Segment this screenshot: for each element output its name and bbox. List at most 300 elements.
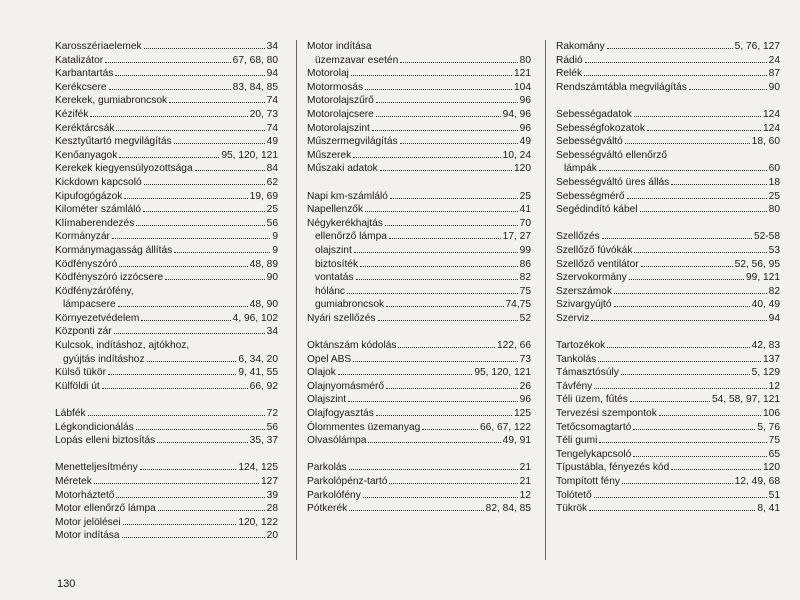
index-entry: [556, 203, 780, 217]
dot-leader: [598, 353, 761, 362]
dot-leader: [144, 176, 265, 185]
index-entry: [556, 393, 780, 407]
index-entry: [55, 203, 278, 217]
index-entry: [307, 258, 531, 272]
index-term: Sebességváltó: [556, 136, 623, 148]
dot-leader: [380, 162, 512, 171]
index-entry: [55, 190, 278, 204]
dot-leader: [689, 81, 767, 90]
index-entry: [307, 489, 531, 503]
index-entry: [55, 230, 278, 244]
index-term: Tengelykapcsoló: [556, 448, 632, 460]
index-term: vontatás: [315, 272, 354, 284]
dot-leader: [143, 203, 265, 212]
index-entry: [307, 312, 531, 326]
index-entry: [307, 461, 531, 475]
index-page-refs: 5, 129: [751, 367, 780, 379]
index-page-refs: 124: [763, 108, 780, 120]
index-page-refs: 96: [519, 122, 531, 134]
index-term: Szerszámok: [556, 285, 613, 297]
index-page-refs: 66, 92: [249, 380, 278, 392]
index-term: Karbantartás: [55, 68, 114, 80]
index-page-refs: 49: [266, 136, 278, 148]
dot-leader: [389, 230, 501, 239]
index-page-refs: 52: [519, 312, 531, 324]
index-term: biztosíték: [315, 258, 359, 270]
index-page-refs: 104: [514, 81, 531, 93]
index-entry: [307, 271, 531, 285]
index-page-refs: 25: [266, 204, 278, 216]
index-entry: [307, 393, 531, 407]
index-entry: [556, 312, 780, 326]
index-page-refs: 25: [768, 190, 780, 202]
index-page-refs: 9: [272, 231, 278, 243]
dot-leader: [634, 108, 761, 117]
index-term: Műszaki adatok: [307, 163, 378, 175]
index-entry: [55, 325, 278, 339]
dot-leader: [385, 217, 518, 226]
index-term: Napellenzők: [307, 204, 364, 216]
index-page-refs: 95, 120, 121: [221, 149, 278, 161]
index-term: Ködfényszóró: [55, 258, 118, 270]
dot-leader: [390, 190, 518, 199]
index-term: Kilométer számláló: [55, 204, 142, 216]
index-spacer: [307, 448, 531, 462]
index-entry: [55, 380, 278, 394]
dot-leader: [165, 271, 265, 280]
index-entry: [55, 407, 278, 421]
index-page-refs: 99, 121: [746, 272, 780, 284]
index-term: Olajszint: [307, 394, 347, 406]
index-entry: [307, 135, 531, 149]
dot-leader: [195, 162, 265, 171]
index-spacer: [556, 217, 780, 231]
index-page-refs: 73: [519, 353, 531, 365]
index-term: Parkolás: [307, 462, 347, 474]
index-page-refs: 49, 91: [502, 435, 531, 447]
dot-leader: [338, 366, 472, 375]
index-entry: [55, 108, 278, 122]
index-term: ellenőrző lámpa: [315, 231, 387, 243]
index-entry: [55, 258, 278, 272]
index-entry: [556, 81, 780, 95]
index-column-2: [296, 40, 541, 560]
index-term: Kulcsok, indításhoz, ajtókhoz,: [55, 340, 190, 352]
index-page-refs: 19, 69: [249, 190, 278, 202]
index-term: Tartozékok: [556, 340, 606, 352]
dot-leader: [118, 298, 248, 307]
index-entry: [307, 217, 531, 231]
index-page-refs: 54, 58, 97, 121: [712, 394, 780, 406]
index-entry: [556, 339, 780, 353]
index-term: Kerekek, gumiabroncsok: [55, 95, 168, 107]
index-term: Sebességváltó üres állás: [556, 176, 670, 188]
index-term: Sebességadatok: [556, 108, 632, 120]
index-entry: [307, 94, 531, 108]
dot-leader: [607, 339, 749, 348]
index-term: Támasztósúly: [556, 367, 619, 379]
dot-leader: [376, 94, 518, 103]
index-term: lámpák: [564, 163, 597, 175]
index-entry: [307, 244, 531, 258]
index-entry: [307, 380, 531, 394]
index-term: Lábfék: [55, 408, 86, 420]
dot-leader: [115, 67, 264, 76]
index-page-refs: 90: [768, 81, 780, 93]
index-term: Motor indítása: [307, 41, 372, 52]
index-page-refs: 74,75: [505, 299, 531, 311]
index-entry: [307, 285, 531, 299]
index-page-refs: 125: [514, 408, 531, 420]
dot-leader: [123, 516, 237, 525]
index-term: Kenőanyagok: [55, 149, 118, 161]
index-term: Téli gumi: [556, 435, 598, 447]
index-page-refs: 94: [266, 68, 278, 80]
dot-leader: [353, 149, 501, 158]
index-entry: [556, 122, 780, 136]
dot-leader: [88, 407, 265, 416]
index-page-refs: 120: [763, 462, 780, 474]
index-entry: [307, 434, 531, 448]
index-entry: [55, 40, 278, 54]
dot-leader: [627, 190, 767, 199]
index-spacer: [307, 176, 531, 190]
index-entry: [55, 312, 278, 326]
index-entry: [55, 135, 278, 149]
index-page-refs: 60: [768, 163, 780, 175]
dot-leader: [105, 54, 231, 63]
index-term: Téli üzem, fűtés: [556, 394, 628, 406]
dot-leader: [372, 122, 518, 131]
dot-leader: [422, 421, 478, 430]
index-entry: [307, 81, 531, 95]
index-term: Kipufogógázok: [55, 190, 123, 202]
index-entry: [55, 339, 278, 353]
index-page-refs: 94: [768, 312, 780, 324]
index-term: Tetőcsomagtartó: [556, 421, 632, 433]
index-entry: [556, 271, 780, 285]
index-page-refs: 6, 34, 20: [238, 353, 278, 365]
index-entry: [556, 407, 780, 421]
index-term: Olajok: [307, 367, 336, 379]
index-entry: [55, 475, 278, 489]
dot-leader: [141, 312, 230, 321]
index-page-refs: 21: [519, 462, 531, 474]
dot-leader: [589, 502, 755, 511]
index-page-refs: 49: [519, 136, 531, 148]
index-term: lámpacsere: [63, 299, 116, 311]
index-spacer: [55, 393, 278, 407]
index-page-refs: 82, 84, 85: [485, 503, 531, 515]
dot-leader: [584, 67, 767, 76]
index-page-refs: 34: [266, 326, 278, 338]
index-page-refs: 75: [519, 285, 531, 297]
index-term: Parkolófény: [307, 489, 361, 501]
index-term: Tompított fény: [556, 476, 620, 487]
dot-leader: [621, 366, 750, 375]
index-entry: [556, 434, 780, 448]
dot-leader: [633, 421, 755, 430]
dot-leader: [614, 298, 750, 307]
index-entry: [307, 108, 531, 122]
index-term: Távfény: [556, 380, 593, 392]
index-entry: [55, 285, 278, 299]
index-page-refs: 80: [768, 204, 780, 216]
index-entry: [55, 94, 278, 108]
index-page-refs: 82: [519, 272, 531, 284]
index-entry: [307, 407, 531, 421]
dot-leader: [136, 217, 264, 226]
index-entry: [307, 421, 531, 435]
dot-leader: [174, 135, 265, 144]
index-entry: [307, 298, 531, 312]
dot-leader: [400, 135, 518, 144]
index-term: gumiabroncsok: [315, 299, 385, 311]
dot-leader: [630, 393, 710, 402]
index-term: Nyári szellőzés: [307, 312, 376, 324]
index-page-refs: 96: [519, 95, 531, 107]
index-page-refs: 137: [763, 353, 780, 365]
index-term: Tervezési szempontok: [556, 408, 657, 420]
index-page-refs: 10, 24: [502, 149, 531, 161]
dot-leader: [114, 325, 265, 334]
index-entry: [556, 489, 780, 503]
dot-leader: [365, 81, 512, 90]
index-entry: [55, 176, 278, 190]
index-term: Oktánszám kódolás: [307, 340, 397, 352]
index-term: Tolótető: [556, 489, 592, 501]
index-entry: [55, 298, 278, 312]
index-page-refs: 74: [266, 95, 278, 107]
dot-leader: [400, 54, 517, 63]
index-page-refs: 94, 96: [502, 108, 531, 120]
index-entry: [556, 366, 780, 380]
dot-leader: [599, 434, 766, 443]
index-entry: [307, 230, 531, 244]
index-term: Motormosás: [307, 81, 364, 93]
dot-leader: [356, 271, 518, 280]
index-entry: [55, 122, 278, 136]
index-term: Szerviz: [556, 312, 590, 324]
index-entry: [307, 67, 531, 81]
dot-leader: [157, 434, 247, 443]
index-entry: [55, 217, 278, 231]
dot-leader: [585, 54, 767, 63]
index-entry: [55, 461, 278, 475]
index-page-refs: 12: [519, 489, 531, 501]
index-page-refs: 18, 60: [751, 136, 780, 148]
index-term: Méretek: [55, 476, 92, 487]
index-entry: [556, 54, 780, 68]
index-page-refs: 62: [266, 176, 278, 188]
dot-leader: [614, 285, 767, 294]
index-term: Kézifék: [55, 108, 89, 120]
index-term: Pótkerék: [307, 503, 348, 515]
index-page-refs: 41: [519, 204, 531, 216]
dot-leader: [136, 421, 265, 430]
index-term: Kickdown kapcsoló: [55, 176, 142, 188]
dot-leader: [348, 393, 518, 402]
index-page-refs: 12: [768, 380, 780, 392]
index-term: Kerekek kiegyensúlyozottsága: [55, 163, 193, 175]
index-page-refs: 84: [266, 163, 278, 175]
index-entry: [556, 190, 780, 204]
index-entry: [307, 366, 531, 380]
index-entry: [55, 502, 278, 516]
index-term: Ködfényzárófény,: [55, 285, 134, 297]
index-term: Sebességmérő: [556, 190, 625, 202]
index-term: Menetteljesítmény: [55, 462, 138, 474]
dot-leader: [625, 135, 750, 144]
index-term: Rendszámtábla megvilágítás: [556, 81, 687, 93]
index-entry: [556, 285, 780, 299]
index-term: Szervokormány: [556, 272, 627, 284]
index-entry: [556, 244, 780, 258]
dot-leader: [354, 244, 518, 253]
index-term: Tükrök: [556, 503, 588, 515]
dot-leader: [386, 298, 503, 307]
dot-leader: [90, 108, 247, 117]
index-term: Szellőző ventilátor: [556, 258, 639, 270]
dot-leader: [659, 407, 761, 416]
dot-leader: [594, 380, 766, 389]
index-entry: [307, 149, 531, 163]
index-entry: [307, 40, 531, 54]
index-term: Kormányzár: [55, 231, 110, 243]
index-entry: [556, 421, 780, 435]
index-page-refs: 39: [266, 489, 278, 501]
index-page-refs: 51: [768, 489, 780, 501]
index-term: Olvasólámpa: [307, 435, 367, 447]
index-page-refs: 96: [519, 394, 531, 406]
index-page-refs: 83, 84, 85: [232, 81, 278, 93]
index-term: Keréktárcsák: [55, 122, 115, 134]
index-page-refs: 87: [768, 68, 780, 80]
index-page-refs: 17, 27: [502, 231, 531, 243]
dot-leader: [671, 461, 761, 470]
index-page-refs: 25: [519, 190, 531, 202]
dot-leader: [594, 489, 767, 498]
index-term: Lopás elleni biztosítás: [55, 435, 156, 447]
index-page-refs: 74: [266, 122, 278, 134]
index-entry: [307, 54, 531, 68]
dot-leader: [633, 448, 766, 457]
index-page-refs: 5, 76, 127: [734, 41, 780, 52]
index-term: Motorolaj: [307, 68, 349, 80]
index-term: Motor ellenőrző lámpa: [55, 503, 156, 515]
dot-leader: [94, 475, 259, 484]
index-entry: [55, 54, 278, 68]
index-entry: [55, 67, 278, 81]
index-term: Sebességváltó ellenőrző: [556, 149, 668, 161]
index-page-refs: 127: [261, 476, 278, 487]
index-page-refs: 21: [519, 476, 531, 487]
dot-leader: [174, 244, 270, 253]
index-entry: [55, 529, 278, 543]
index-term: Műszerek: [307, 149, 352, 161]
index-entry: [556, 176, 780, 190]
index-entry: [556, 162, 780, 176]
index-page-refs: 9, 41, 55: [238, 367, 278, 379]
index-page-refs: 5, 76: [757, 421, 780, 433]
index-page-refs: 124: [763, 122, 780, 134]
index-page-refs: 20: [266, 530, 278, 542]
dot-leader: [634, 244, 766, 253]
index-page-refs: 70: [519, 217, 531, 229]
index-entry: [307, 339, 531, 353]
index-page-refs: 42, 83: [751, 340, 780, 352]
index-entry: [55, 516, 278, 530]
index-term: Parkolópénz-tartó: [307, 476, 388, 487]
index-term: Opel ABS: [307, 353, 352, 365]
index-term: Műszermegvilágítás: [307, 136, 398, 148]
index-entry: [55, 244, 278, 258]
index-term: Relék: [556, 68, 583, 80]
index-term: Motorháztető: [55, 489, 115, 501]
dot-leader: [641, 258, 733, 267]
index-term: Olajfogyasztás: [307, 408, 374, 420]
index-spacer: [556, 325, 780, 339]
index-page-refs: 24: [768, 54, 780, 66]
index-page-refs: 26: [519, 380, 531, 392]
dot-leader: [349, 461, 518, 470]
dot-leader: [102, 380, 248, 389]
dot-leader: [671, 176, 766, 185]
dot-leader: [147, 353, 237, 362]
index-entry: [307, 190, 531, 204]
dot-leader: [378, 312, 518, 321]
index-entry: [556, 298, 780, 312]
index-page-refs: 40, 49: [751, 299, 780, 311]
index-page-refs: 65: [768, 448, 780, 460]
dot-leader: [360, 258, 518, 267]
index-entry: [556, 448, 780, 462]
index-entry: [556, 67, 780, 81]
dot-leader: [599, 162, 767, 171]
index-page-refs: 53: [768, 244, 780, 256]
index-spacer: [556, 94, 780, 108]
index-entry: [556, 380, 780, 394]
dot-leader: [363, 489, 518, 498]
index-entry: [55, 271, 278, 285]
index-term: Külföldi út: [55, 380, 100, 392]
index-column-1: [55, 40, 282, 560]
index-entry: [55, 81, 278, 95]
dot-leader: [109, 81, 231, 90]
index-entry: [556, 502, 780, 516]
index-term: üzemzavar esetén: [315, 54, 399, 66]
index-entry: [556, 461, 780, 475]
index-entry: [307, 122, 531, 136]
dot-leader: [169, 94, 265, 103]
index-term: Szivargyújtó: [556, 299, 612, 311]
dot-leader: [629, 271, 744, 280]
index-term: Kesztyűtartó megvilágítás: [55, 136, 172, 148]
index-term: Ólommentes üzemanyag: [307, 421, 421, 433]
index-term: Karosszériaelemek: [55, 41, 142, 52]
index-entry: [55, 421, 278, 435]
index-term: Szellőzés: [556, 231, 600, 243]
index-page-refs: 95, 120, 121: [474, 367, 531, 379]
index-page-refs: 35, 37: [249, 435, 278, 447]
index-page-refs: 90: [266, 272, 278, 284]
index-page-refs: 34: [266, 41, 278, 52]
index-term: Tankolás: [556, 353, 597, 365]
index-term: Típustábla, fényezés kód: [556, 462, 670, 474]
index-term: Napi km-számláló: [307, 190, 388, 202]
dot-leader: [640, 203, 767, 212]
index-term: Motorolajcsere: [307, 108, 374, 120]
